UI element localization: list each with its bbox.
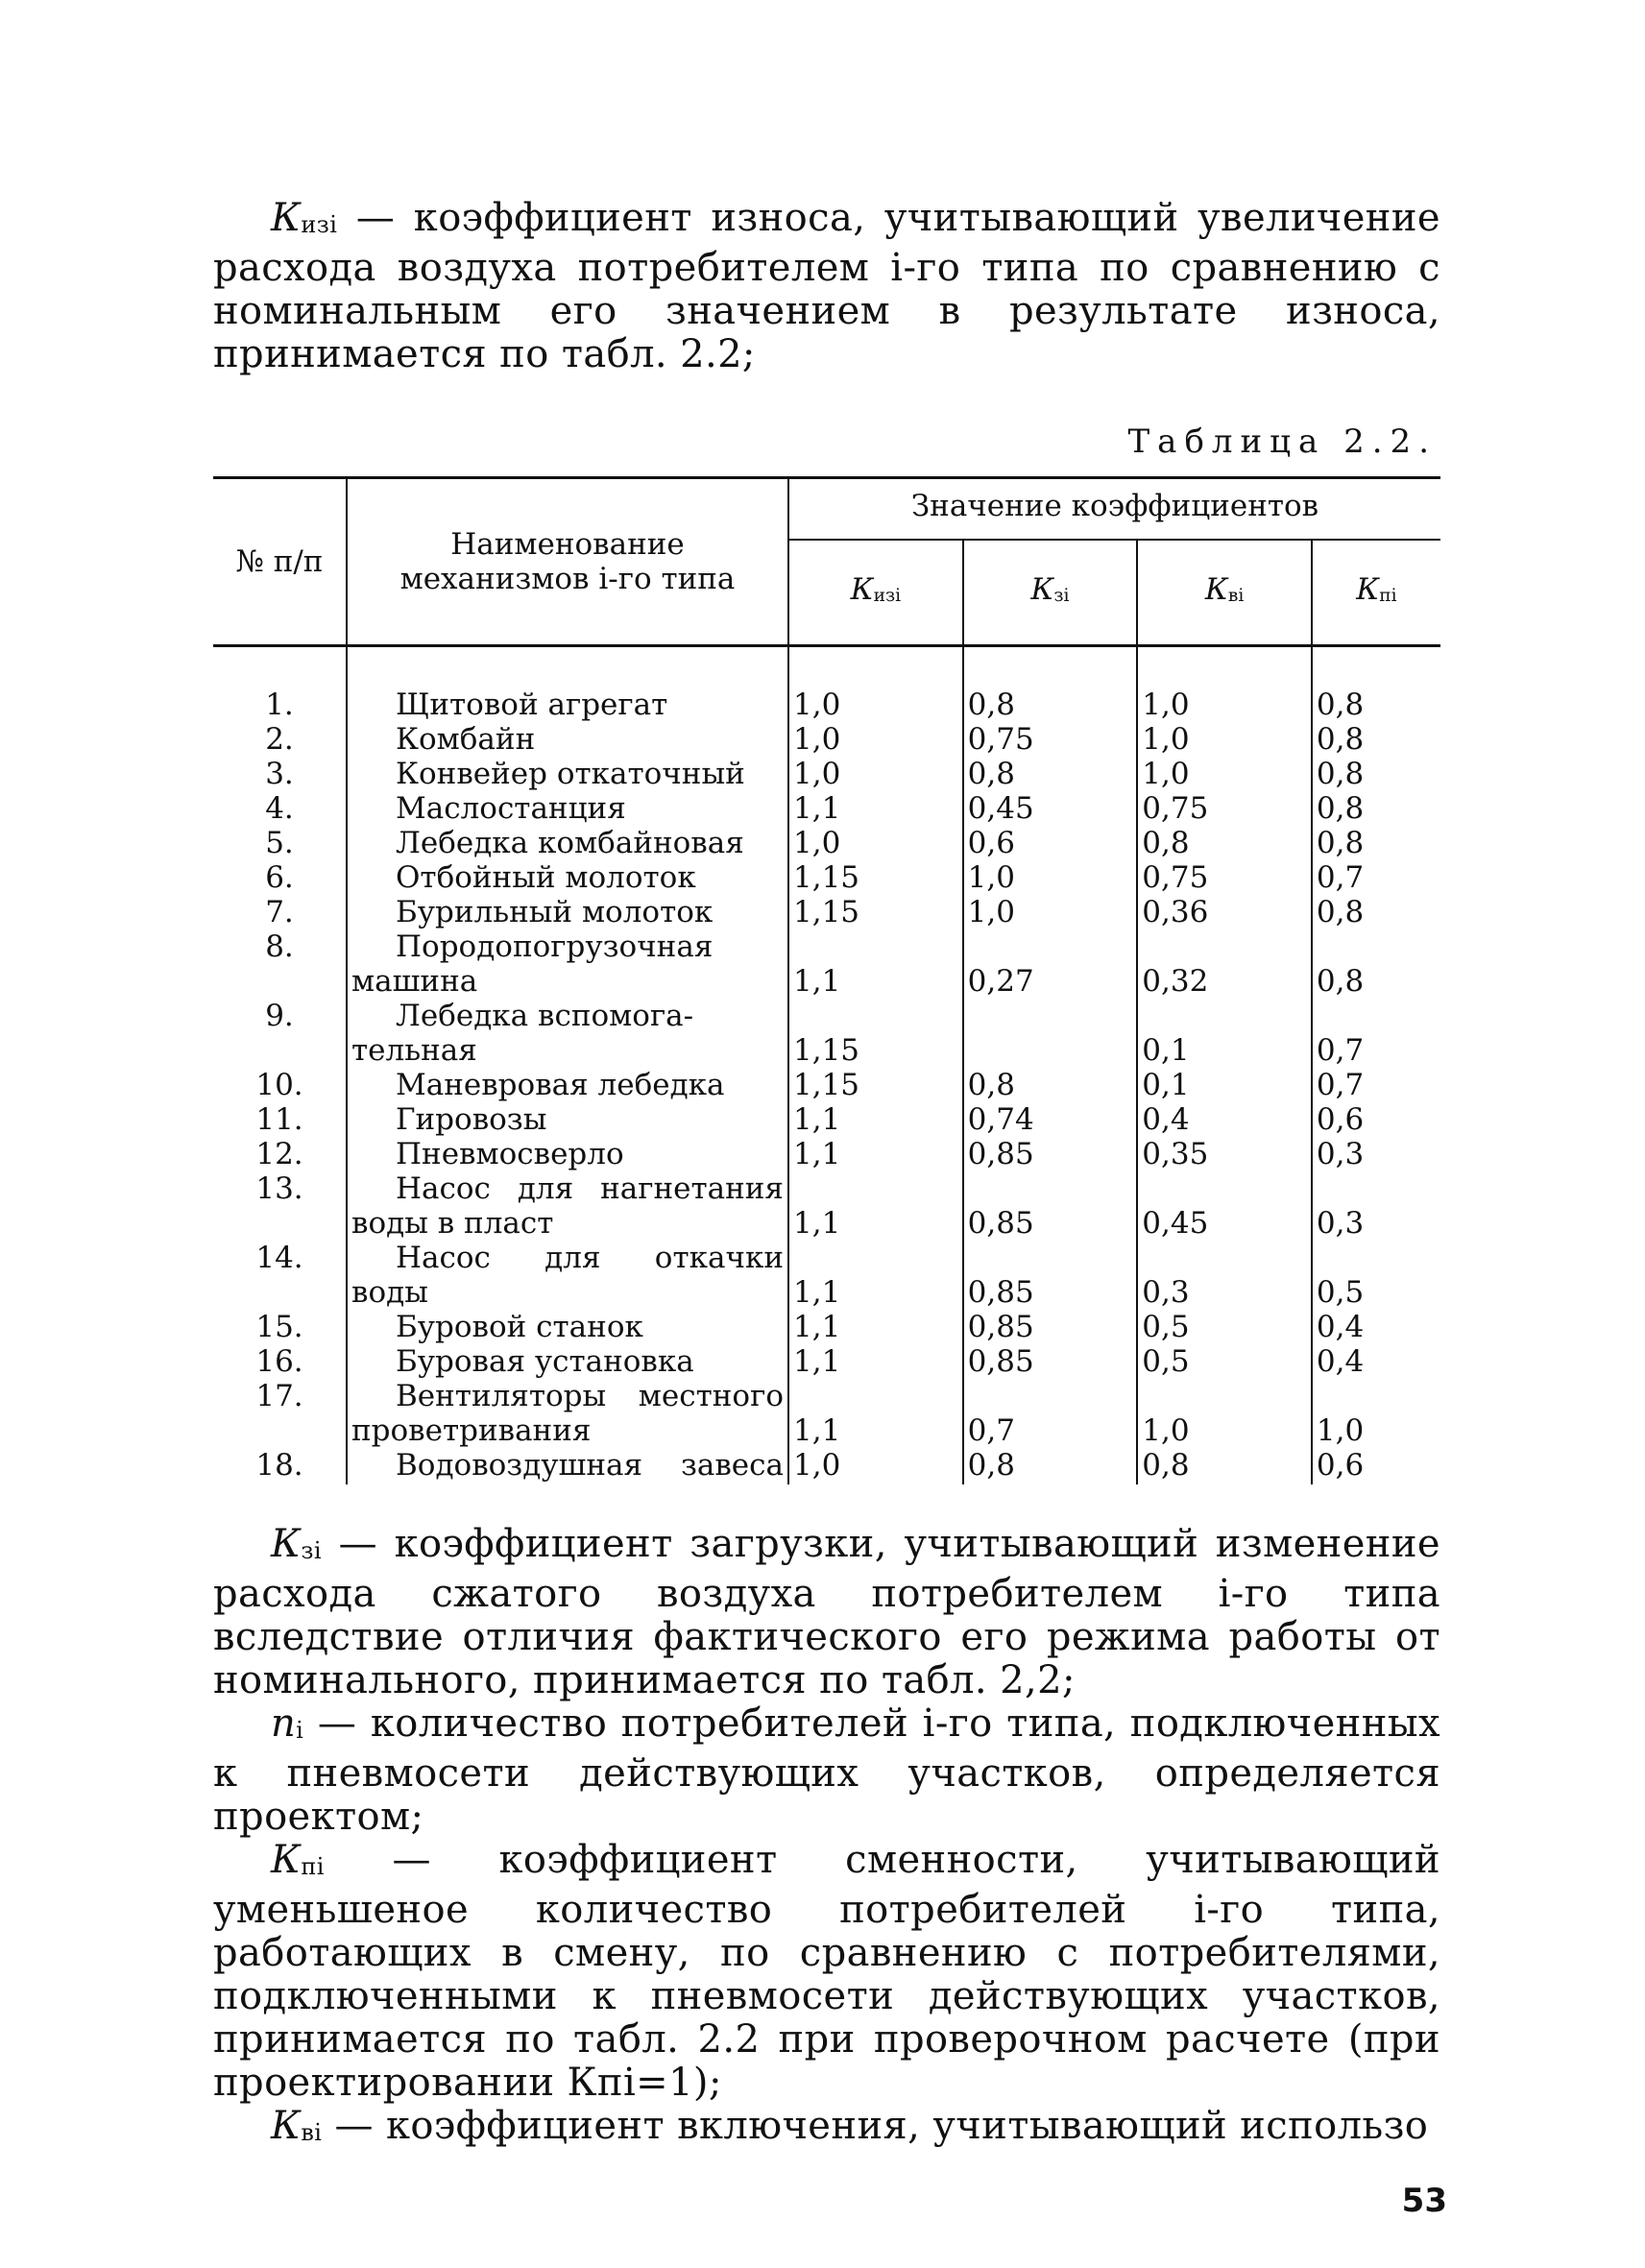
k-load-value: 0,85 — [963, 1206, 1138, 1241]
k-shift-value: 0,4 — [1312, 1344, 1440, 1379]
k-load-value: 0,8 — [963, 757, 1138, 791]
table-row — [213, 1448, 1440, 1484]
k-wear-value — [788, 929, 963, 964]
k-load-value: 0,85 — [963, 1275, 1138, 1310]
paragraph-text: — количество потребителей i-го типа, подключенных к пневмосети действующих участков, определяется проектом; — [213, 1701, 1440, 1839]
symbol: $К_{зi}$ — [271, 1522, 322, 1566]
paragraph-text: — коэффициент износа, учитывающий увеличение расхода воздуха потребителем i-го типа по сравнению с номинальным его значением в результате износа, принимается по табл. 2.2; — [213, 196, 1440, 376]
mechanism-name: Насос для откачки — [347, 1241, 788, 1275]
k-inclusion-value: 0,75 — [1137, 791, 1312, 826]
mechanism-name: Водовоздушная завеса — [347, 1448, 788, 1484]
table-row — [213, 929, 1440, 964]
k-inclusion-value: 0,8 — [1137, 826, 1312, 860]
mechanism-name: Буровая установка — [347, 1344, 788, 1379]
mechanism-name: Вентиляторы местного — [347, 1379, 788, 1413]
table-row — [213, 1171, 1440, 1206]
mechanism-name: Маневровая лебедка — [347, 1068, 788, 1102]
k-load-value: 0,85 — [963, 1310, 1138, 1344]
header-k-shift: $К_{пi}$ — [1312, 540, 1440, 646]
k-inclusion-value: 0,3 — [1137, 1275, 1312, 1310]
k-wear-value: 1,1 — [788, 1344, 963, 1379]
k-wear-value: 1,1 — [788, 791, 963, 826]
k-shift-value: 0,4 — [1312, 1310, 1440, 1344]
k-load-value: 1,0 — [963, 860, 1138, 895]
table-row — [213, 1137, 1440, 1171]
k-load-value — [963, 929, 1138, 964]
row-number — [213, 964, 347, 999]
row-number: 16. — [255, 1344, 303, 1379]
table-row — [213, 826, 1440, 860]
mechanism-name: Бурильный молоток — [347, 895, 788, 929]
k-shift-value — [1312, 1241, 1440, 1275]
k-shift-value — [1312, 1379, 1440, 1413]
k-load-value: 0,8 — [963, 646, 1138, 723]
k-wear-value: 1,0 — [788, 826, 963, 860]
symbol: $К_{вi}$ — [271, 2104, 323, 2148]
mechanism-name: Пневмосверло — [347, 1137, 788, 1171]
k-load-value: 0,8 — [963, 1068, 1138, 1102]
k-wear-value: 1,1 — [788, 964, 963, 999]
row-number: 15. — [255, 1310, 303, 1344]
k-inclusion-value: 0,45 — [1137, 1206, 1312, 1241]
symbol: $К_{изi}$ — [271, 196, 338, 240]
k-wear-value: 1,0 — [788, 757, 963, 791]
row-number: 2. — [265, 722, 294, 757]
mechanism-name: Буровой станок — [347, 1310, 788, 1344]
k-load-value — [963, 1033, 1138, 1068]
row-number: 17. — [255, 1379, 303, 1413]
k-shift-value: 0,7 — [1312, 860, 1440, 895]
k-load-value: 0,8 — [963, 1448, 1138, 1484]
k-inclusion-value — [1137, 1171, 1312, 1206]
k-wear-value: 1,0 — [788, 646, 963, 723]
k-load-value: 0,45 — [963, 791, 1138, 826]
row-number: 11. — [255, 1102, 303, 1137]
table-row — [213, 999, 1440, 1033]
k-wear-value — [788, 999, 963, 1033]
k-shift-value — [1312, 1171, 1440, 1206]
row-number: 3. — [265, 757, 294, 791]
k-inclusion-value: 0,75 — [1137, 860, 1312, 895]
k-shift-value: 0,8 — [1312, 757, 1440, 791]
row-number: 5. — [265, 826, 294, 860]
k-wear-value: 1,0 — [788, 722, 963, 757]
k-load-value: 0,6 — [963, 826, 1138, 860]
row-number: 7. — [265, 895, 294, 929]
row-number: 14. — [255, 1241, 303, 1275]
mechanism-name: Маслостанция — [347, 791, 788, 826]
table-row — [213, 1241, 1440, 1275]
k-load-value — [963, 1171, 1138, 1206]
k-load-value: 0,27 — [963, 964, 1138, 999]
k-inclusion-value — [1137, 1241, 1312, 1275]
row-number: 10. — [255, 1068, 303, 1102]
k-wear-value: 1,1 — [788, 1310, 963, 1344]
paragraph-n-count — [213, 1702, 1440, 1839]
k-shift-value: 0,7 — [1312, 1033, 1440, 1068]
k-inclusion-value: 1,0 — [1137, 646, 1312, 723]
row-number — [213, 1033, 347, 1068]
header-coefficients-group: Значение коэффициентов — [788, 478, 1440, 541]
k-load-value: 0,85 — [963, 1344, 1138, 1379]
page-number: 53 — [1401, 2182, 1447, 2220]
k-load-value — [963, 1241, 1138, 1275]
k-inclusion-value: 0,32 — [1137, 964, 1312, 999]
header-k-wear: $К_{изi}$ — [788, 540, 963, 646]
k-load-value — [963, 1379, 1138, 1413]
k-shift-value: 0,8 — [1312, 826, 1440, 860]
table-row — [213, 1102, 1440, 1137]
k-inclusion-value — [1137, 1379, 1312, 1413]
mechanism-name: тельная — [347, 1033, 788, 1068]
k-wear-value: 1,1 — [788, 1137, 963, 1171]
mechanism-name: проветривания — [347, 1413, 788, 1448]
table-row — [213, 1413, 1440, 1448]
k-shift-value: 0,8 — [1312, 791, 1440, 826]
k-shift-value: 0,8 — [1312, 646, 1440, 723]
paragraph-text: — коэффициент сменности, учитывающий уменьшеное количество потребителей i-го типа, работающих в смену, по сравнению с потребителями, подключенными к пневмосети действующих участков, принимается по табл. 2.2 при проверочном расчете (при проектировании Кпi=1); — [213, 1838, 1440, 2105]
table-row — [213, 964, 1440, 999]
paragraph-text: — коэффициент загрузки, учитывающий изменение расхода сжатого воздуха потребителем i-го типа вследствие отличия фактического его режима работы от номинального, принимается по табл. 2,2; — [213, 1522, 1440, 1702]
paragraph-k-load — [213, 1523, 1440, 1702]
k-wear-value: 1,15 — [788, 1068, 963, 1102]
k-inclusion-value: 1,0 — [1137, 757, 1312, 791]
k-load-value: 1,0 — [963, 895, 1138, 929]
table-row — [213, 860, 1440, 895]
table-row — [213, 895, 1440, 929]
mechanism-name: воды — [347, 1275, 788, 1310]
table-row — [213, 757, 1440, 791]
mechanism-name: Конвейер откаточный — [347, 757, 788, 791]
k-wear-value: 1,1 — [788, 1275, 963, 1310]
row-number: 1. — [265, 688, 294, 722]
k-shift-value: 1,0 — [1312, 1413, 1440, 1448]
k-shift-value: 0,8 — [1312, 895, 1440, 929]
paragraph-k-wear — [213, 197, 1440, 376]
table-row — [213, 1275, 1440, 1310]
page-body — [213, 197, 1440, 2155]
k-inclusion-value: 0,35 — [1137, 1137, 1312, 1171]
paragraph-k-inclusion — [213, 2105, 1440, 2155]
mechanism-name: Породопогрузочная — [347, 929, 788, 964]
k-shift-value: 0,6 — [1312, 1448, 1440, 1484]
table-row — [213, 1379, 1440, 1413]
k-wear-value — [788, 1241, 963, 1275]
mechanism-name: Гировозы — [347, 1102, 788, 1137]
k-inclusion-value: 1,0 — [1137, 722, 1312, 757]
k-shift-value: 0,6 — [1312, 1102, 1440, 1137]
row-number: 4. — [265, 791, 294, 826]
paragraph-text: — коэффициент включения, учитывающий использо — [322, 2104, 1429, 2148]
header-k-inclusion: $К_{вi}$ — [1137, 540, 1312, 646]
k-shift-value: 0,3 — [1312, 1137, 1440, 1171]
mechanism-name: Лебедка вспомога- — [347, 999, 788, 1033]
header-number: № п/п — [235, 544, 324, 579]
k-inclusion-value: 0,5 — [1137, 1344, 1312, 1379]
table-row — [213, 1344, 1440, 1379]
k-wear-value: 1,1 — [788, 1413, 963, 1448]
table-row — [213, 1033, 1440, 1068]
table-caption: Таблица 2.2. — [1127, 422, 1437, 461]
k-wear-value: 1,0 — [788, 1448, 963, 1484]
paragraph-k-shift — [213, 1839, 1440, 2105]
mechanism-name: воды в пласт — [347, 1206, 788, 1241]
k-inclusion-value — [1137, 999, 1312, 1033]
k-wear-value: 1,1 — [788, 1102, 963, 1137]
mechanism-name: Насос для нагнетания — [347, 1171, 788, 1206]
row-number: 8. — [265, 929, 294, 964]
k-inclusion-value: 0,5 — [1137, 1310, 1312, 1344]
k-inclusion-value: 0,8 — [1137, 1448, 1312, 1484]
row-number: 13. — [255, 1171, 303, 1206]
k-shift-value — [1312, 999, 1440, 1033]
k-load-value: 0,74 — [963, 1102, 1138, 1137]
k-inclusion-value: 0,1 — [1137, 1068, 1312, 1102]
mechanism-name: Комбайн — [347, 722, 788, 757]
k-inclusion-value: 0,4 — [1137, 1102, 1312, 1137]
k-wear-value — [788, 1171, 963, 1206]
row-number: 9. — [265, 999, 294, 1033]
row-number — [213, 1206, 347, 1241]
k-inclusion-value — [1137, 929, 1312, 964]
k-shift-value: 0,3 — [1312, 1206, 1440, 1241]
mechanism-name: машина — [347, 964, 788, 999]
k-inclusion-value: 0,1 — [1137, 1033, 1312, 1068]
row-number: 12. — [255, 1137, 303, 1171]
table-row — [213, 1206, 1440, 1241]
row-number — [213, 1275, 347, 1310]
k-shift-value: 0,8 — [1312, 722, 1440, 757]
mechanism-name: Отбойный молоток — [347, 860, 788, 895]
k-shift-value — [1312, 929, 1440, 964]
k-load-value — [963, 999, 1138, 1033]
table-row — [213, 646, 1440, 723]
row-number: 6. — [265, 860, 294, 895]
k-wear-value: 1,15 — [788, 860, 963, 895]
k-wear-value: 1,15 — [788, 1033, 963, 1068]
mechanism-name: Щитовой агрегат — [347, 646, 788, 723]
header-k-load: $К_{зi}$ — [963, 540, 1138, 646]
k-shift-value: 0,8 — [1312, 964, 1440, 999]
table-body — [213, 646, 1440, 1485]
k-inclusion-value: 1,0 — [1137, 1413, 1312, 1448]
k-wear-value: 1,1 — [788, 1206, 963, 1241]
coefficients-table — [213, 476, 1440, 1484]
k-shift-value: 0,5 — [1312, 1275, 1440, 1310]
table-row — [213, 722, 1440, 757]
symbol: $К_{пi}$ — [271, 1838, 325, 1882]
k-load-value: 0,85 — [963, 1137, 1138, 1171]
mechanism-name: Лебедка комбайновая — [347, 826, 788, 860]
table-row — [213, 791, 1440, 826]
k-inclusion-value: 0,36 — [1137, 895, 1312, 929]
k-wear-value — [788, 1379, 963, 1413]
row-number — [213, 1413, 347, 1448]
k-shift-value: 0,7 — [1312, 1068, 1440, 1102]
table-row — [213, 1310, 1440, 1344]
header-mechanism-name: Наименование механизмов i-го типа — [347, 478, 788, 646]
row-number: 18. — [255, 1448, 303, 1483]
k-wear-value: 1,15 — [788, 895, 963, 929]
k-load-value: 0,75 — [963, 722, 1138, 757]
k-load-value: 0,7 — [963, 1413, 1138, 1448]
symbol: $n_i$ — [271, 1701, 304, 1746]
table-row — [213, 1068, 1440, 1102]
